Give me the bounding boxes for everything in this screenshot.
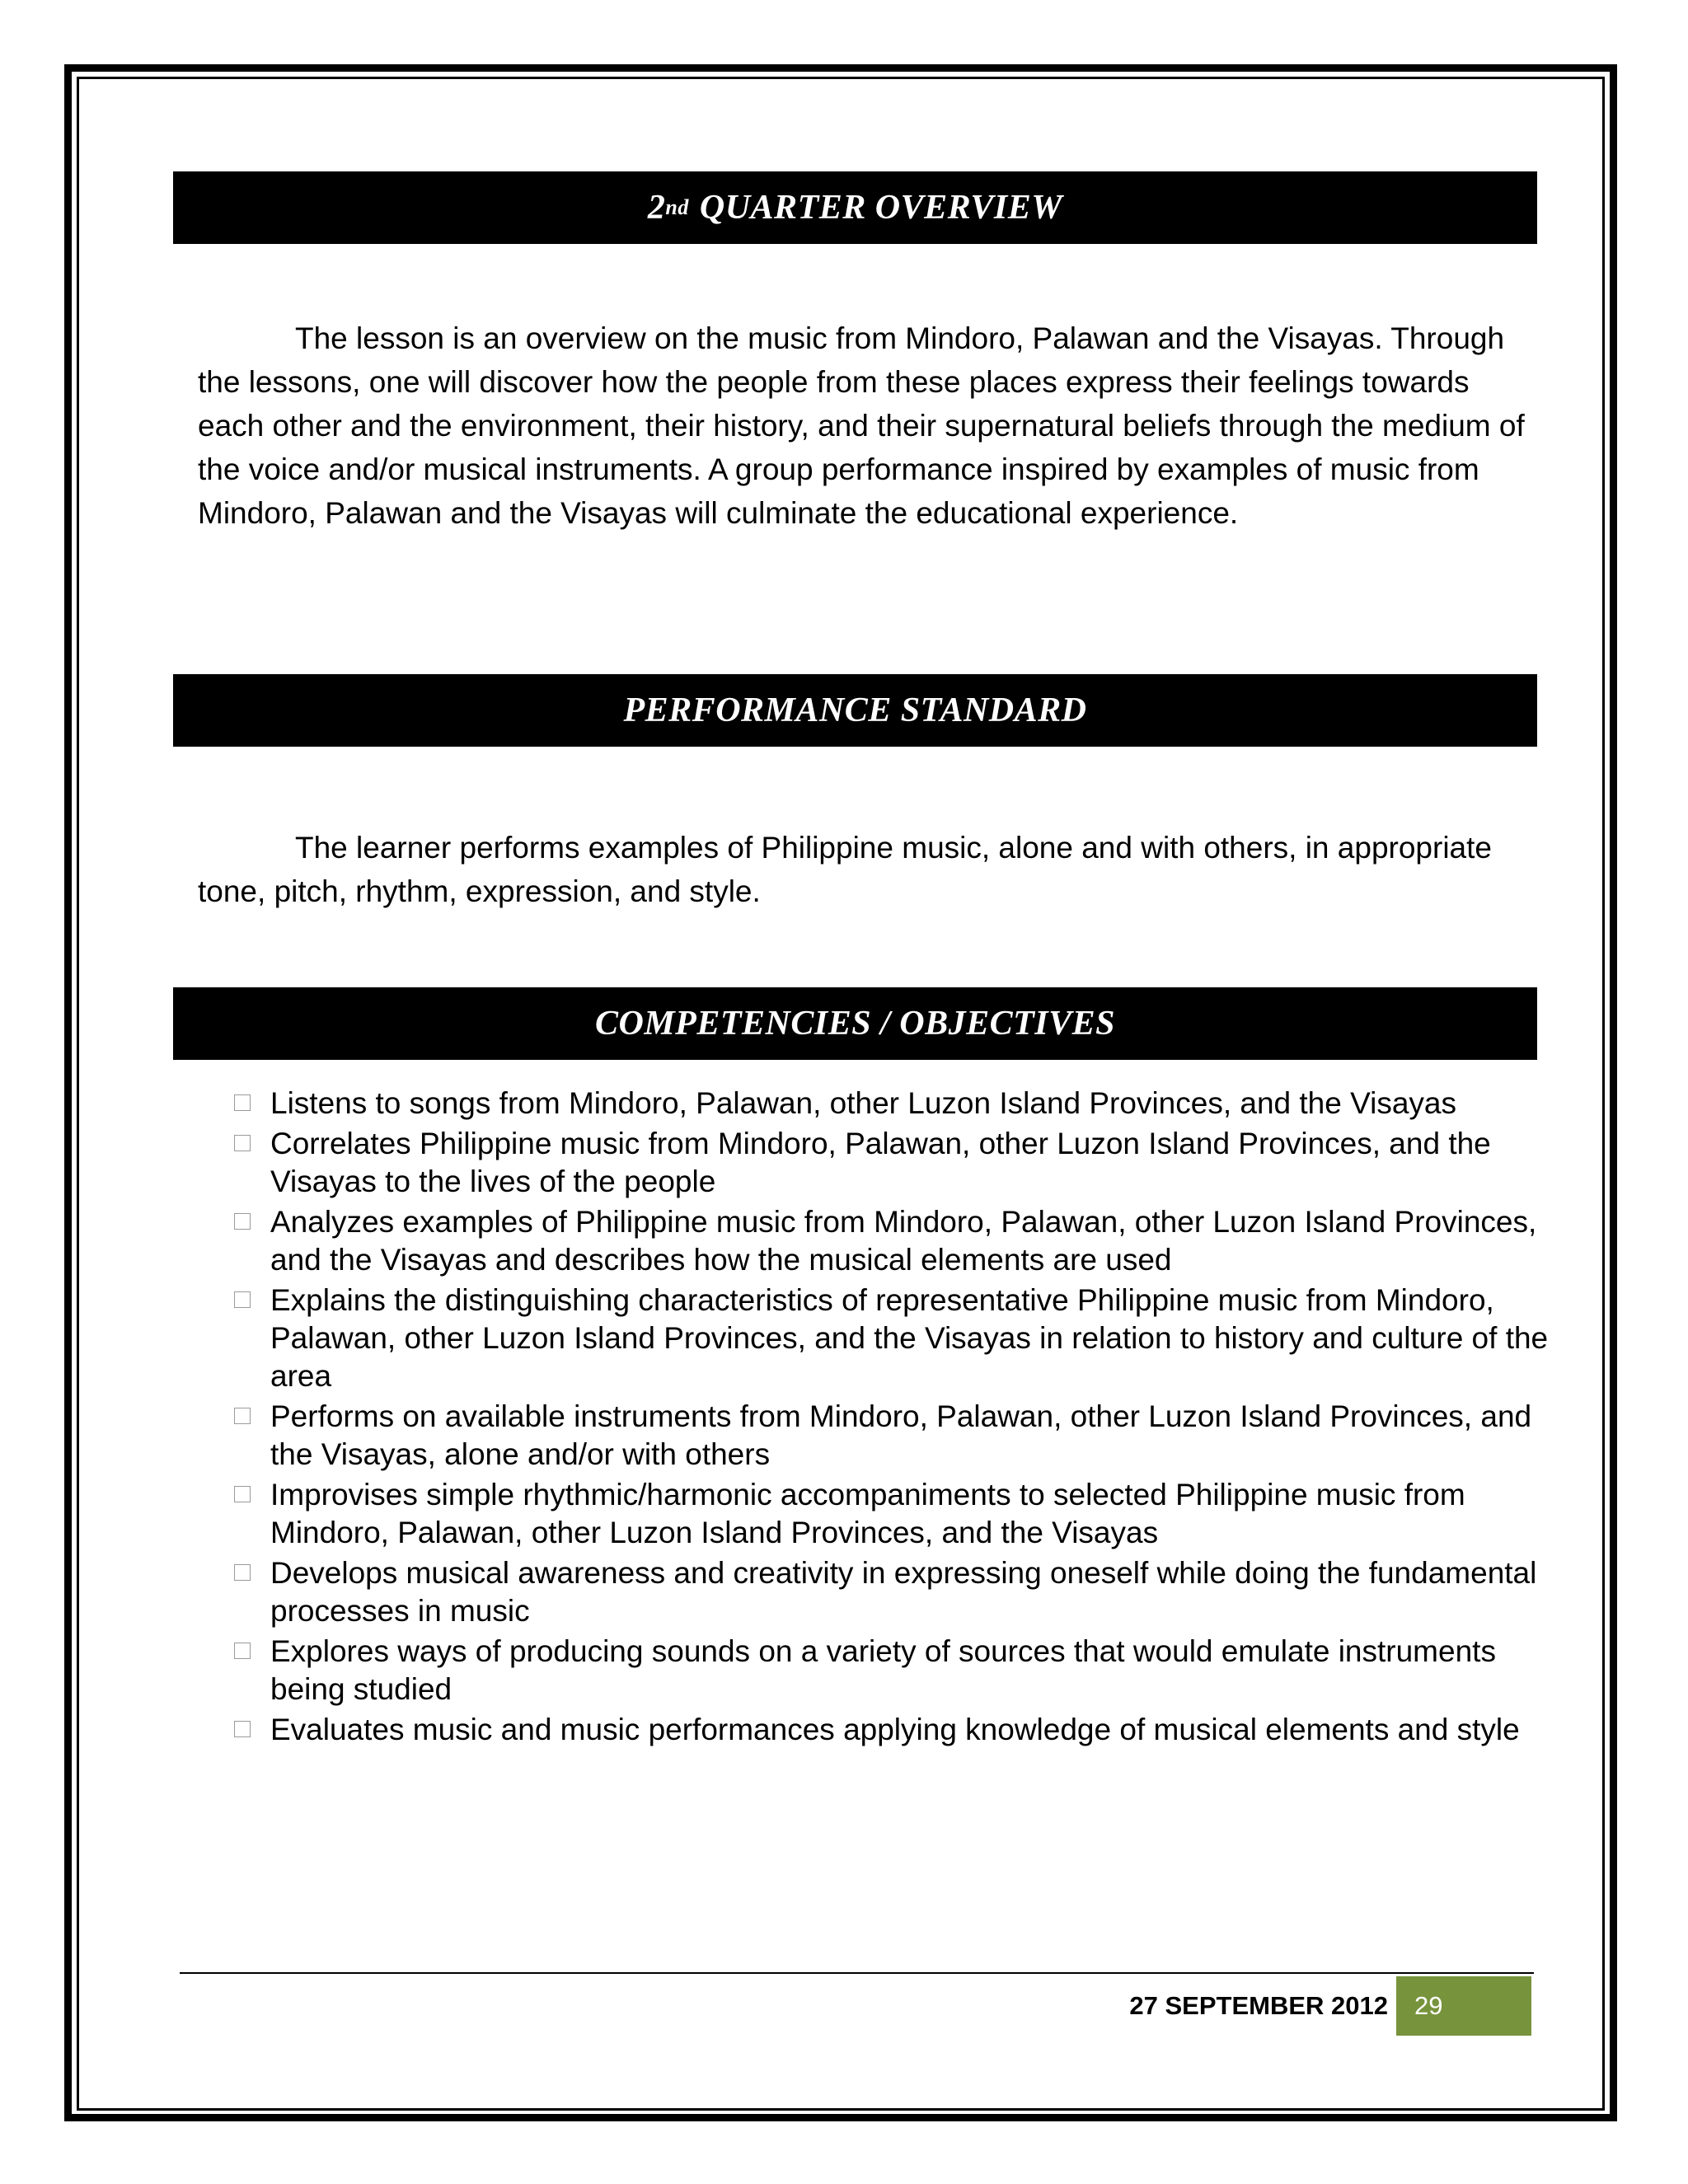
checkbox-bullet-icon <box>234 1213 251 1230</box>
list-item: Explores ways of producing sounds on a variety of sources that would emulate instruments being studied <box>232 1633 1551 1708</box>
competencies-list <box>232 1085 1551 1751</box>
checkbox-bullet-icon <box>234 1486 251 1502</box>
competencies-heading <box>173 987 1537 1060</box>
performance-paragraph <box>198 826 1541 913</box>
list-item: Analyzes examples of Philippine music from Mindoro, Palawan, other Luzon Island Provinces, and the Visayas and describes how the musical elements are used <box>232 1203 1551 1279</box>
performance-text: The learner performs examples of Philippine music, alone and with others, in appropriate tone, pitch, rhythm, expression, and style. <box>198 831 1492 908</box>
overview-paragraph <box>198 316 1541 535</box>
checkbox-bullet-icon <box>234 1291 251 1308</box>
checkbox-bullet-icon <box>234 1135 251 1151</box>
list-item: Listens to songs from Mindoro, Palawan, other Luzon Island Provinces, and the Visayas <box>232 1085 1551 1122</box>
checkbox-bullet-icon <box>234 1721 251 1737</box>
overview-heading-text: QUARTER OVERVIEW <box>699 189 1063 227</box>
list-item: Improvises simple rhythmic/harmonic accompaniments to selected Philippine music from Mindoro, Palawan, other Luzon Island Provinces, and the Visayas <box>232 1476 1551 1552</box>
list-item: Correlates Philippine music from Mindoro, Palawan, other Luzon Island Provinces, and the Visayas to the lives of the people <box>232 1125 1551 1201</box>
list-item: Evaluates music and music performances applying knowledge of musical elements and style <box>232 1711 1551 1749</box>
checkbox-bullet-icon <box>234 1643 251 1659</box>
checkbox-bullet-icon <box>234 1564 251 1581</box>
list-item: Develops musical awareness and creativity in expressing oneself while doing the fundamental processes in music <box>232 1554 1551 1630</box>
page-number: 29 <box>1396 1976 1531 2036</box>
overview-text: The lesson is an overview on the music from Mindoro, Palawan and the Visayas. Through the lessons, one will discover how the people from these places express their feelings towards each other and the environment, their history, and their supernatural beliefs through the medium of the voice and/or musical instruments. A group performance inspired by examples of music from Mindoro, Palawan and the Visayas will culminate the educational experience. <box>198 321 1525 530</box>
footer-divider <box>180 1972 1534 1974</box>
performance-heading <box>173 674 1537 747</box>
list-item: Explains the distinguishing characteristics of representative Philippine music from Mindoro, Palawan, other Luzon Island Provinces, and the Visayas in relation to history and culture of the area <box>232 1282 1551 1395</box>
competencies-heading-text: COMPETENCIES / OBJECTIVES <box>594 1005 1115 1043</box>
performance-heading-text: PERFORMANCE STANDARD <box>623 691 1087 729</box>
checkbox-bullet-icon <box>234 1094 251 1111</box>
checkbox-bullet-icon <box>234 1408 251 1424</box>
overview-heading-prefix: 2 <box>647 189 666 227</box>
list-item: Performs on available instruments from Mindoro, Palawan, other Luzon Island Provinces, and the Visayas, alone and/or with others <box>232 1398 1551 1474</box>
overview-heading: 2 nd QUARTER OVERVIEW <box>173 171 1537 244</box>
footer-date: 27 SEPTEMBER 2012 <box>1129 1991 1388 2020</box>
